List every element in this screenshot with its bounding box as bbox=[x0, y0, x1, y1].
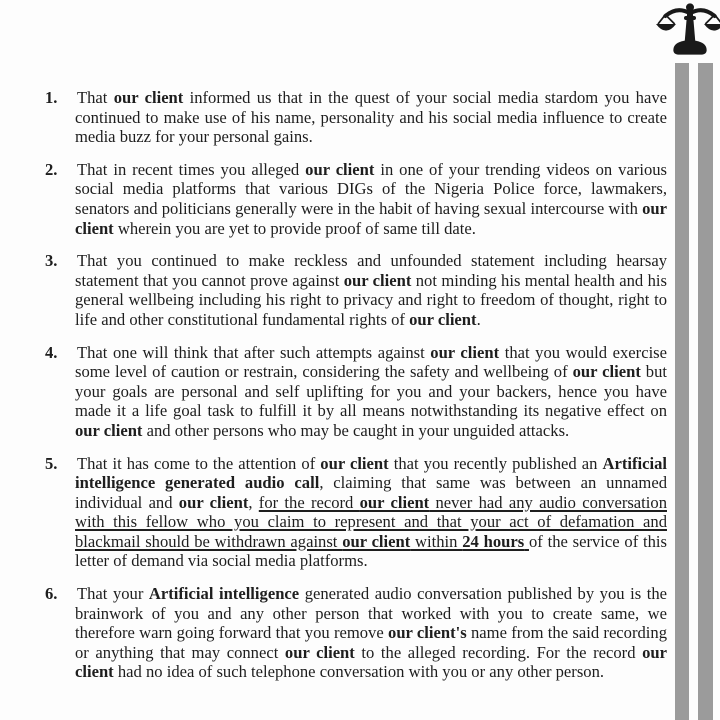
decorative-stripe-right bbox=[698, 63, 713, 720]
paragraph-text: That our client informed us that in the quest of your social media stardom you have continued to make use of his name, personality and his social media influence to create media buzz for your personal gains. bbox=[75, 88, 667, 147]
paragraph-number: 2. bbox=[45, 159, 58, 179]
paragraph-item bbox=[45, 343, 667, 441]
paragraph-item bbox=[45, 160, 667, 238]
paragraph-number: 5. bbox=[45, 453, 58, 473]
paragraph-text: That one will think that after such attempts against our client that you would exercise some level of caution or restrain, considering the safety and wellbeing of our client but your goals are personal and self uplifting for you and your backers, hence you have made it a life goal task to fulfill it by all means notwithstanding its negative effect on our client and other persons who may be caught in your unguided attacks. bbox=[75, 342, 667, 440]
paragraph-text: That in recent times you alleged our client in one of your trending videos on various social media platforms that various DIGs of the Nigeria Police force, lawmakers, senators and politicians generally were in the habit of having sexual intercourse with our client wherein you are yet to provide proof of same till date. bbox=[75, 159, 667, 238]
paragraph-item bbox=[45, 251, 667, 329]
scales-of-justice-icon bbox=[656, 2, 720, 62]
paragraph-item bbox=[45, 584, 667, 682]
paragraph-item bbox=[45, 88, 667, 147]
paragraph-text: That it has come to the attention of our client that you recently published an Artificial intelligence generated audio call, claiming that same was between an unnamed individual and our client, for the record our client never had any audio conversation with this fellow who you claim to represent and that your act of defamation and blackmail should be withdrawn against our client within 24 hours of the service of this letter of demand via social media platforms. bbox=[75, 453, 667, 571]
paragraph-item bbox=[45, 454, 667, 572]
decorative-stripe-left bbox=[675, 63, 689, 720]
letter-body bbox=[45, 88, 667, 695]
paragraph-number: 4. bbox=[45, 342, 58, 362]
paragraph-text: That you continued to make reckless and unfounded statement including hearsay statement that you cannot prove against our client not minding his mental health and his general wellbeing including his right to privacy and right to freedom of thought, right to life and other constitutional fundamental rights of our client. bbox=[75, 251, 667, 329]
paragraph-number: 1. bbox=[45, 88, 58, 107]
paragraph-text: That your Artificial intelligence generated audio conversation published by you is the brainwork of you and any other person that worked with you to create same, we therefore warn going forward that you remove our client's name from the said recording or anything that may connect our client to the alleged recording. For the record our client had no idea of such telephone conversation with you or any other person. bbox=[75, 584, 667, 682]
paragraph-number: 6. bbox=[45, 584, 58, 604]
paragraph-number: 3. bbox=[45, 251, 58, 271]
